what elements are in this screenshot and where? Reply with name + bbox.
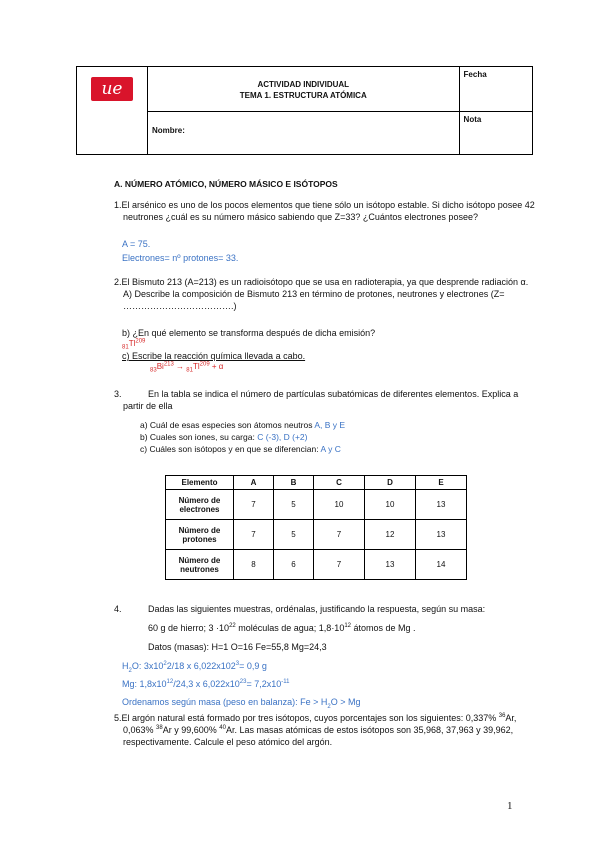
- table-header: E: [416, 476, 467, 490]
- q4-answer-mg: Mg: $1,8x10^{12}/24,3$ x $6,022x10^{23}= 7,2x10^{-11}$: [122, 679, 290, 689]
- fecha-cell: [459, 67, 532, 112]
- table-header-row: [166, 476, 467, 490]
- q2-line3: ……………………………….): [123, 301, 237, 311]
- q2-line1: 2.El Bismuto 213 (A=213) es un radioisótopo que se usa en radioterapia, ya que desprende radiación α.: [114, 277, 529, 287]
- q5-line2: 0,063% $^{38}$Ar y 99,600% $^{40}$Ar. Las masas atómicas de estos isótopos son 35,968, 37,963 y 39,962,: [123, 725, 514, 735]
- nombre-cell: [148, 112, 460, 155]
- q5-text: [114, 712, 540, 748]
- activity-title: ACTIVIDAD INDIVIDUAL: [257, 80, 350, 89]
- table-header: Elemento: [166, 476, 234, 490]
- title-cell: [148, 67, 460, 112]
- logo-cell: [77, 67, 148, 155]
- q4-datos: Datos (masas): H=1 O=16 Fe=55,8 Mg=24,3: [148, 642, 327, 652]
- q2-b: b) ¿En qué elemento se transforma después de dicha emisión?: [122, 328, 376, 338]
- table-cell: 7: [314, 550, 365, 580]
- table-cell: 12: [365, 520, 416, 550]
- table-cell: 13: [416, 520, 467, 550]
- q3-items: [140, 419, 345, 455]
- q1-answer-a: A = 75.: [122, 239, 151, 249]
- q5-line1: 5.El argón natural está formado por tres isótopos, cuyos porcentajes son los siguientes: 0,337% $^{36}$Ar,: [114, 713, 517, 723]
- table-header: B: [274, 476, 314, 490]
- table-row: Número de protones 7 5 7 12 13: [166, 520, 467, 550]
- q4-answer-h2o: $H_2O$: $3x10^22/18$ x $6,022x102^3= 0,9$ g: [122, 661, 267, 674]
- q2-c-answer: $_{83}Bi^{213} \to _{81}Tl^{209} + \alpha$: [150, 361, 224, 374]
- table-cell: 5: [274, 490, 314, 520]
- table-cell: 13: [416, 490, 467, 520]
- table-cell: 13: [365, 550, 416, 580]
- topic-title: TEMA 1. ESTRUCTURA ATÓMICA: [239, 91, 367, 100]
- q4-number: 4.: [114, 604, 122, 614]
- table-cell: 8: [234, 550, 274, 580]
- q3-line2: partir de ella: [123, 401, 173, 411]
- particles-table: [165, 475, 467, 580]
- q3-c: c) Cuáles son isótopos y en que se diferencian: A y C: [140, 444, 341, 454]
- fecha-label: Fecha: [463, 70, 487, 79]
- table-cell: 14: [416, 550, 467, 580]
- table-row: Número de electrones 7 5 10 10 13: [166, 490, 467, 520]
- q3-b: b) Cuales son iones, su carga: C (-3), D (+2): [140, 432, 308, 442]
- q1-line1: 1.El arsénico es uno de los pocos elementos que tiene sólo un isótopo estable. Si dicho isótopo posee 42: [114, 200, 535, 210]
- q1-answer: [122, 238, 238, 264]
- q3-number: 3.: [114, 389, 122, 399]
- table-cell: 6: [274, 550, 314, 580]
- table-cell: 10: [314, 490, 365, 520]
- table-cell: 10: [365, 490, 416, 520]
- nombre-label: Nombre:: [152, 126, 185, 135]
- q1-line2: neutrones ¿cuál es su número másico sabiendo que Z=33? ¿Cuántos electrones posee?: [123, 212, 478, 222]
- q2-line2: A) Describe la composición de Bismuto 213 en término de protones, neutrones y electrones (Z=: [123, 289, 505, 299]
- nota-cell: [459, 112, 532, 155]
- table-cell: 7: [234, 520, 274, 550]
- q4-answer-order: Ordenamos según masa (peso en balanza): $Fe > H_2O > Mg$: [122, 697, 361, 710]
- q1-answer-electrons: Electrones= nº protones= 33.: [122, 253, 239, 263]
- q1-text: [114, 199, 538, 223]
- nota-label: Nota: [463, 115, 482, 124]
- q4-samples: 60 g de hierro; $3 \cdot 10^{22}$ moléculas de agua; $1,8\cdot 10^{12}$ átomos de Mg .: [148, 623, 416, 633]
- section-a-title: A. NÚMERO ATÓMICO, NÚMERO MÁSICO E ISÓTOPOS: [114, 179, 338, 189]
- q4-line1: Dadas las siguientes muestras, ordénalas, justificando la respuesta, según su masa:: [148, 604, 486, 614]
- table-cell: 5: [274, 520, 314, 550]
- table-cell: 7: [314, 520, 365, 550]
- q3-a: a) Cuál de esas especies son átomos neutros A, B y E: [140, 420, 346, 430]
- university-logo: ue: [91, 77, 133, 101]
- q3-line1: En la tabla se indica el número de partículas subatómicas de diferentes elementos. Explica a: [148, 389, 519, 399]
- q2-b-answer: $_{81}Tl^{209}$: [122, 338, 146, 351]
- q2-text: [114, 276, 538, 312]
- page-number: 1: [507, 800, 513, 812]
- table-cell: 7: [234, 490, 274, 520]
- q5-line3: respectivamente. Calcule el peso atómico del argón.: [123, 737, 333, 747]
- q2-c: c) Escribe la reacción química llevada a cabo.: [122, 351, 306, 361]
- table-row: Número de neutrones 8 6 7 13 14: [166, 550, 467, 580]
- header-table: [76, 66, 533, 155]
- table-header: A: [234, 476, 274, 490]
- table-header: D: [365, 476, 416, 490]
- table-header: C: [314, 476, 365, 490]
